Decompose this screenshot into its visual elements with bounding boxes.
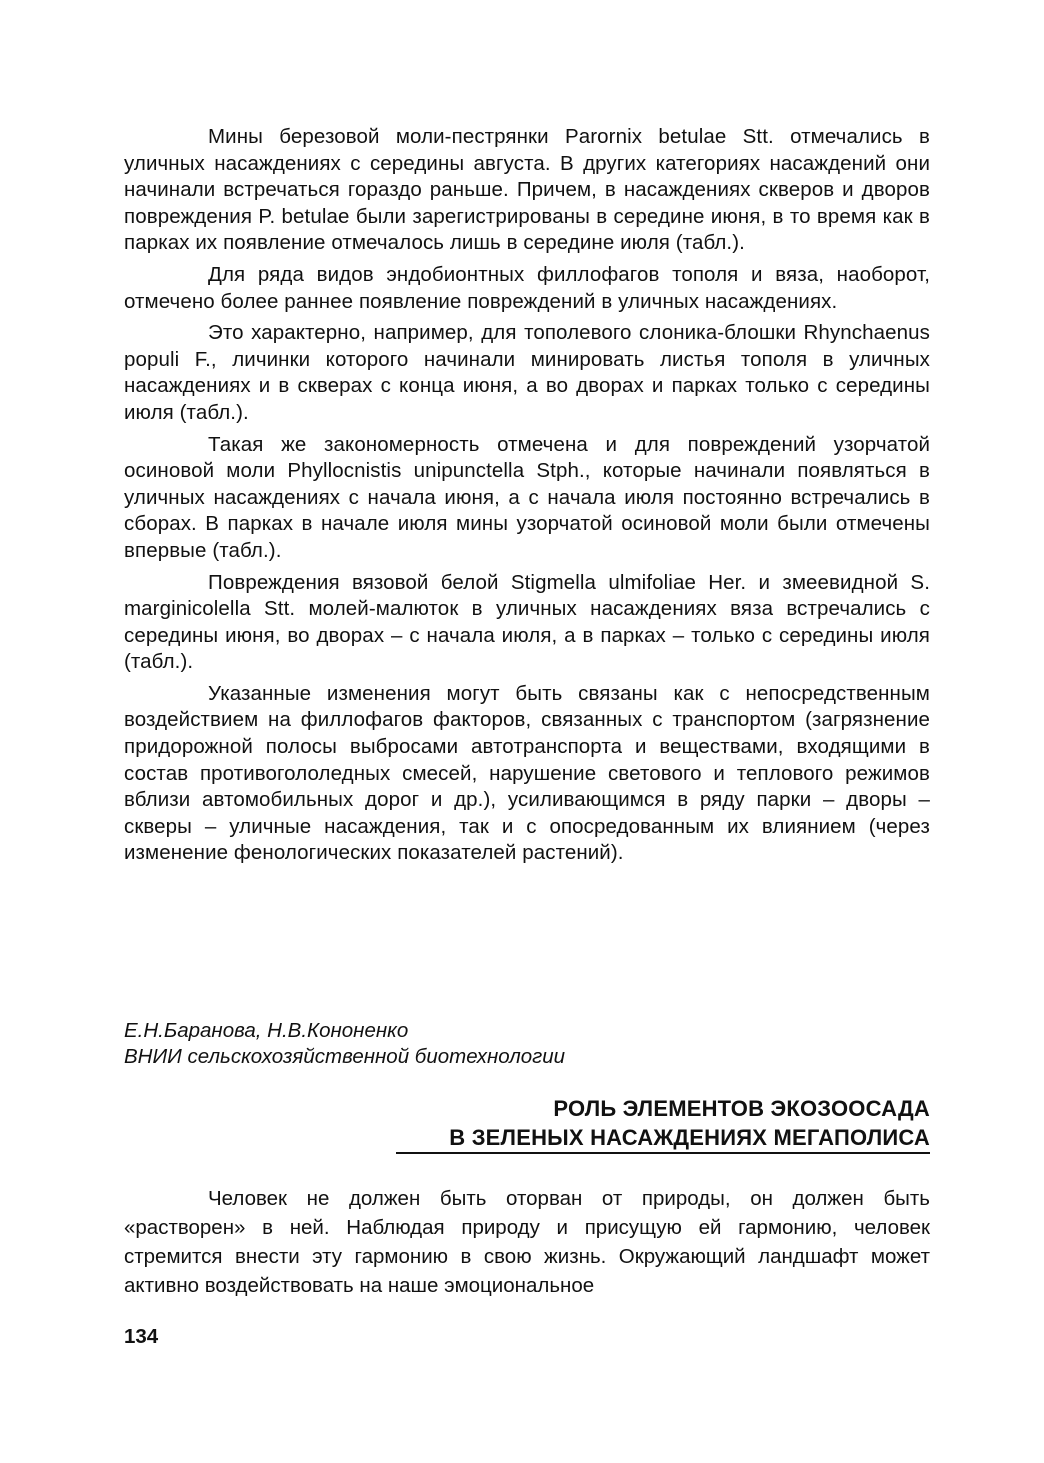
authors: Е.Н.Баранова, Н.В.Кононенко bbox=[124, 1019, 409, 1042]
paragraph-conclusion: Указанные изменения могут быть связаны как с непосредственным воздействием на филлофагов факторов, связанных с транспортом (загрязнение придорожной полосы выбросами автотранспорта и веществами, входящими в состав противогололедных смесей, нарушение светового и теплового режимов вблизи автомобильных дорог и др.), усиливающимся в ряду парки – дворы – скверы – уличные насаждения, так и с опосредованным их влиянием (через изменение фенологических показателей растений). bbox=[124, 681, 930, 865]
paragraph-rhynchaenus: Это характерно, например, для тополевого слоника-блошки Rhynchaenus populi F., личинки которого начинали минировать листья тополя в уличных насаждениях и в скверах с конца июня, а во дворах и парках только с середины июля (табл.). bbox=[124, 321, 930, 424]
article-title bbox=[290, 1094, 930, 1152]
intro-paragraph: Человек не должен быть оторван от природы, он должен быть «растворен» в ней. Наблюдая природу и присущую ей гармонию, человек стремится внести эту гармонию в свою жизнь. Окружающий ландшафт может активно воздействовать на наше эмоциональное bbox=[124, 1187, 930, 1297]
paragraph-betulae: Мины березовой моли-пестрянки Parornix betulae Stt. отмечались в уличных насаждениях с середины августа. В других категориях насаждений они начинали встречаться гораздо раньше. Причем, в насаждениях скверов и дворов повреждения P. betulae были зарегистрированы в середине июня, в то время как в парках их появление отмечалось лишь в середине июля (табл.). bbox=[124, 125, 930, 255]
affiliation: ВНИИ сельскохозяйственной биотехнологии bbox=[124, 1045, 566, 1068]
article-intro bbox=[124, 1184, 930, 1300]
page-number: 134 bbox=[124, 1325, 159, 1348]
paragraph-phyllocnistis: Такая же закономерность отмечена и для повреждений узорчатой осиновой моли Phyllocnistis unipunctella Stph., которые начинали появляться в уличных насаждениях с начала июня, а с начала июля постоянно встречались в сборах. В парках в начале июля мины узорчатой осиновой моли были отмечены впервые (табл.). bbox=[124, 432, 930, 562]
paragraph-endobionts: Для ряда видов эндобионтных филлофагов тополя и вяза, наоборот, отмечено более раннее появление повреждений в уличных насаждениях. bbox=[124, 262, 930, 313]
article-title-line-2: В ЗЕЛЕНЫХ НАСАЖДЕНИЯХ МЕГАПОЛИСА bbox=[449, 1125, 930, 1150]
byline bbox=[124, 1018, 824, 1070]
body-text bbox=[124, 124, 930, 872]
article-title-line-1: РОЛЬ ЭЛЕМЕНТОВ ЭКОЗООСАДА bbox=[553, 1096, 930, 1121]
title-underline bbox=[396, 1152, 930, 1154]
paragraph-stigmella: Повреждения вязовой белой Stigmella ulmifoliae Her. и змеевидной S. marginicolella Stt. молей-малюток в уличных насаждениях вяза встречались с середины июня, во дворах – с начала июля, а в парках – только с середины июля (табл.). bbox=[124, 570, 930, 674]
